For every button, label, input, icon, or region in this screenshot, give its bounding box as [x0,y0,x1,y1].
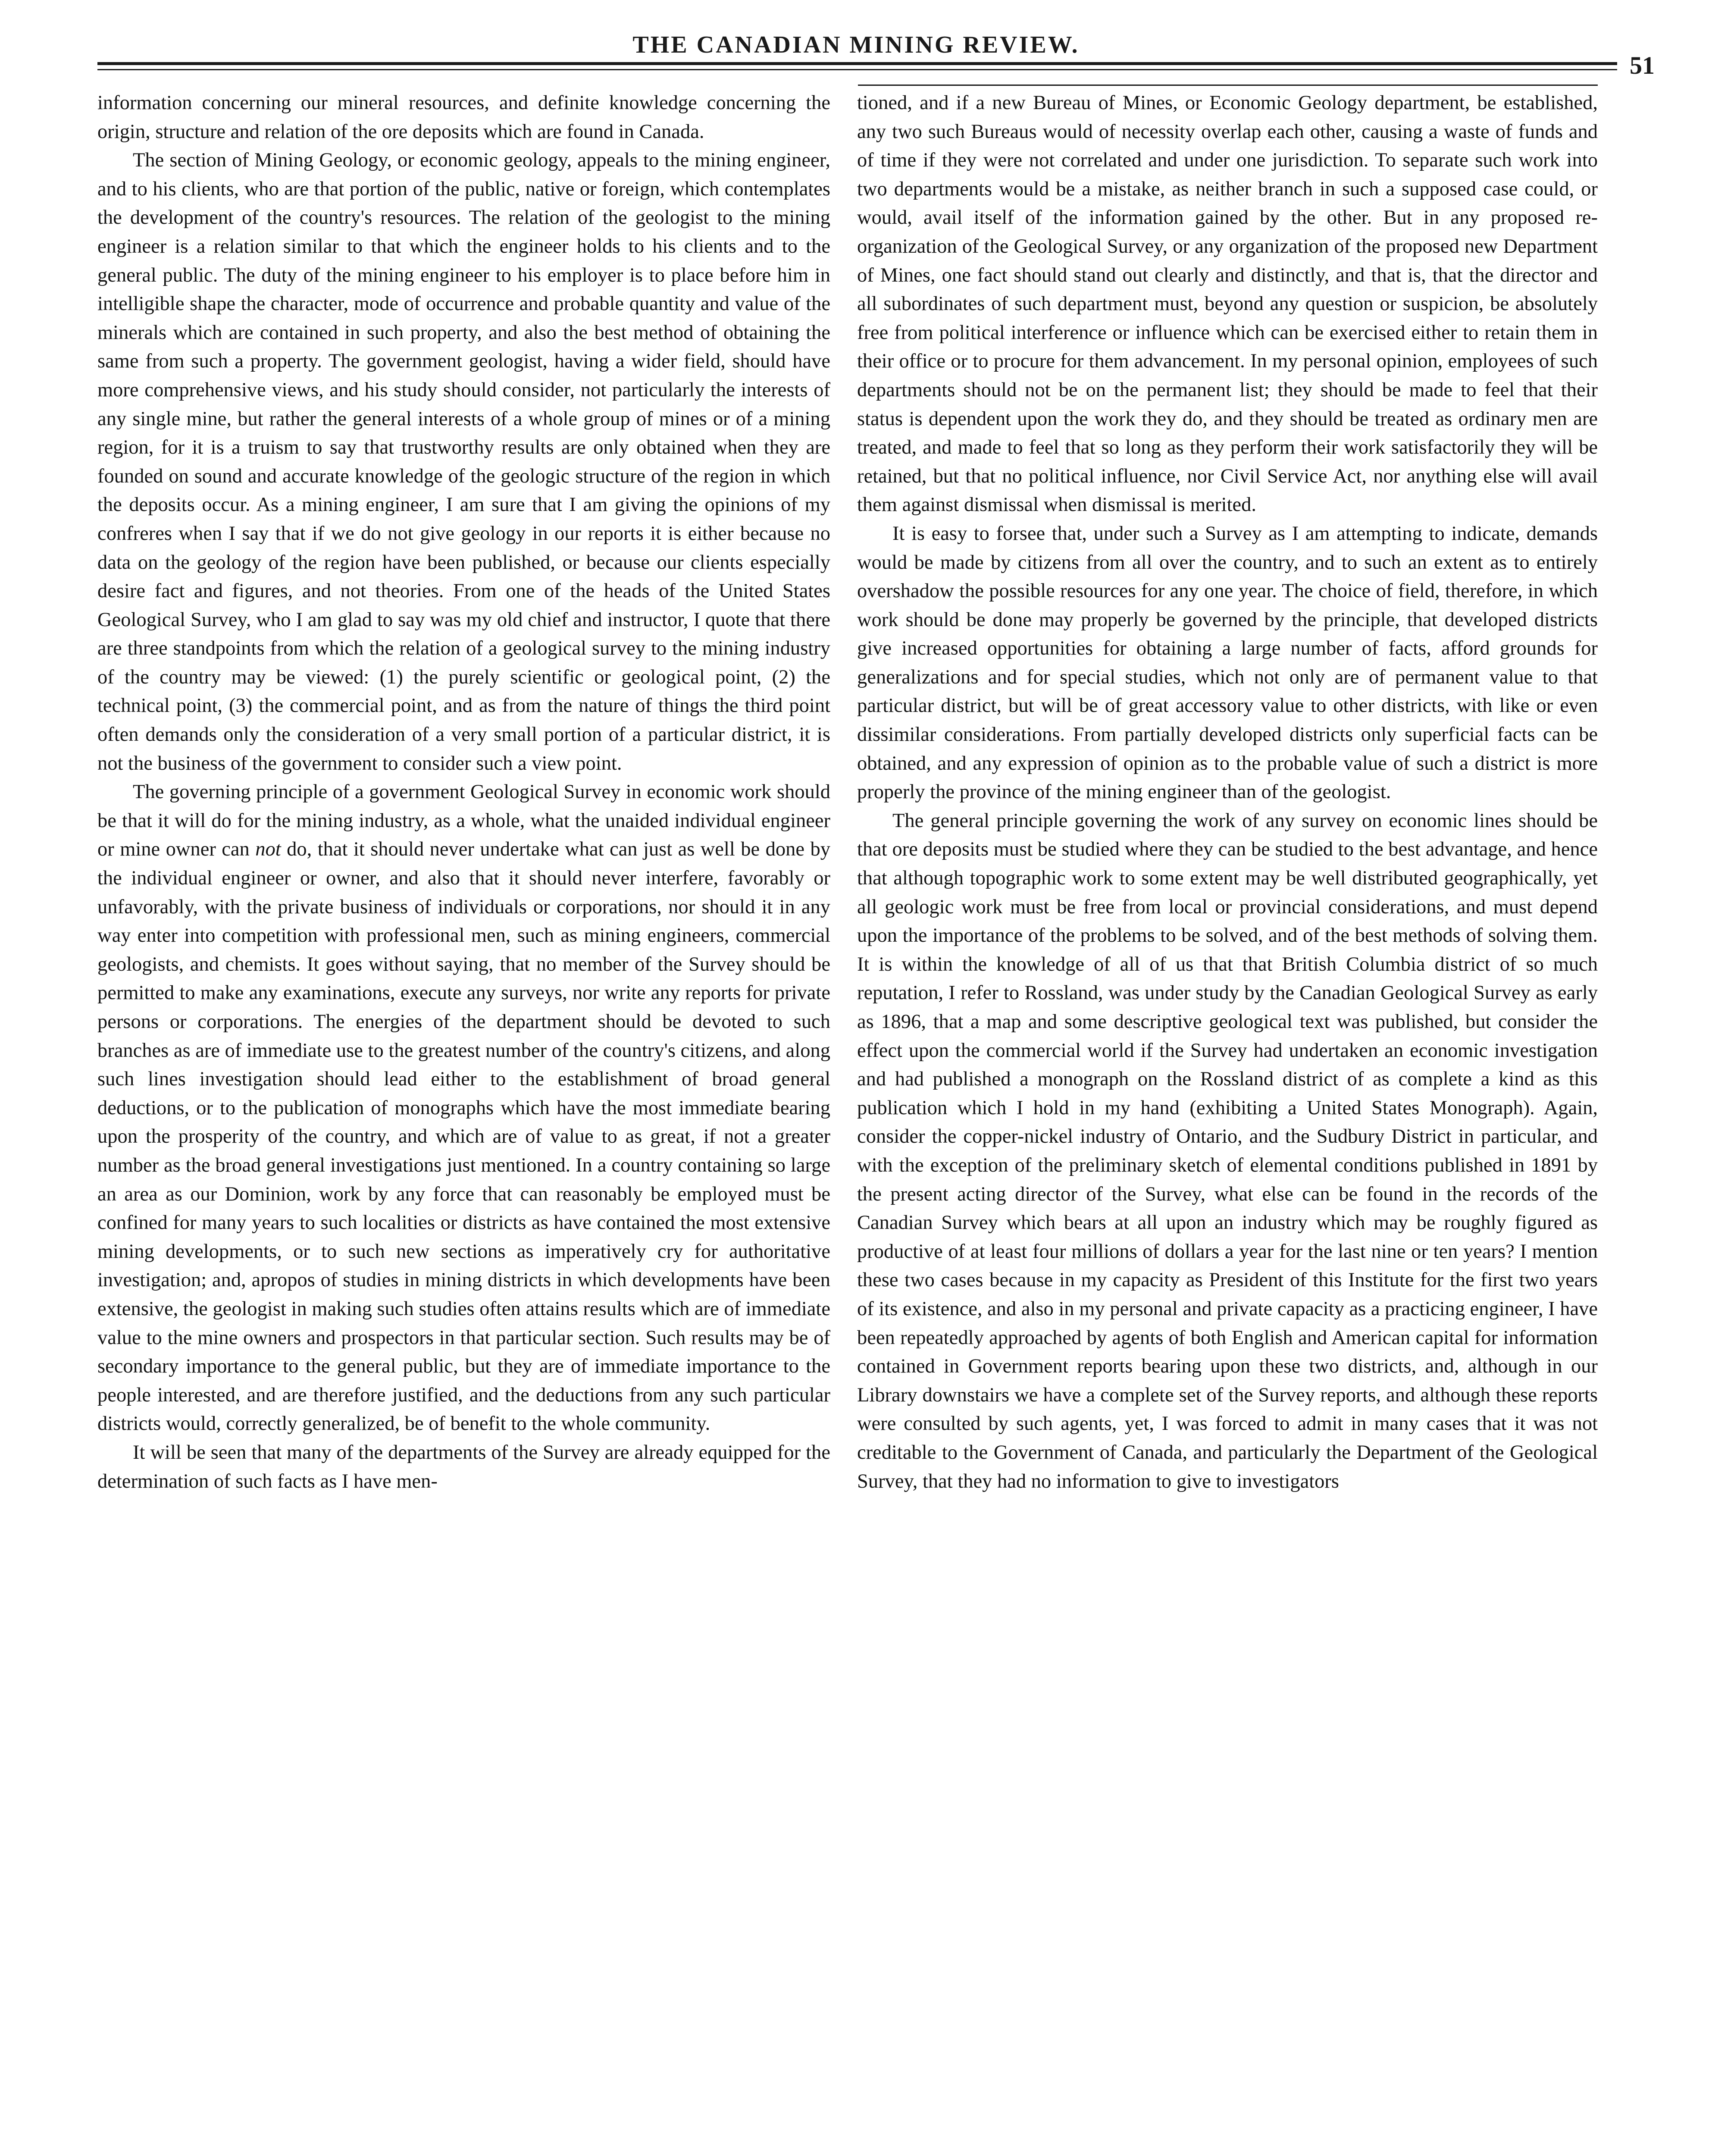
running-title: THE CANADIAN MINING REVIEW. [632,31,1080,58]
text-run: The governing principle of a government Geological Survey in economic work should be that it will do for the mining industry, as a whole, what the unaided individual engineer or mine owner can [97,781,830,861]
page-number: 51 [1630,51,1655,79]
header-rule-thin [97,69,1617,70]
left-column [97,89,830,1496]
text-run: do, that it should never undertake what can just as well be done by the individual engineer or owner, and also that it should never interfere, favorably or unfavorably, with the private business of individuals or corporations, nor should it in any way enter into competition with professional men, such as mining engineers, commercial geologists, and chemists. It goes without saying, that no member of the Survey should be permitted to make any examinations, execute any surveys, nor write any reports for private persons or corporations. The energies of the department should be devoted to such branches as are of immediate use to the greatest number of the country's citizens, and along such lines investigation should lead either to the establishment of broad general deductions, or to the publication of monographs which have the most immediate bearing upon the prosperity of the country, and which are of value to as great, if not a greater number as the broad general investigations just mentioned. In a country containing so large an area as our Dominion, work by any force that can reasonably be employed must be confined for many years to such localities or districts as have contained the most extensive mining developments, or to such new sections as imperatively cry for authoritative investigation; and, apropos of studies in mining districts in which developments have been extensive, the geologist in making such studies often attains results which are of immediate value to the mine owners and prospectors in that particular section. Such results may be of secondary importance to the general public, but they are of immediate importance to the people interested, and are therefore justified, and the deductions from any such particular districts would, correctly generalized, be of benefit to the whole community. [97,838,830,1435]
paragraph: tioned, and if a new Bureau of Mines, or Economic Geology department, be established, any two such Bureaus would of necessity overlap each other, causing a waste of funds and of time if they were not correlated and under one jurisdiction. To separate such work into two departments would be a mistake, as neither branch in such a supposed case could, or would, avail itself of the information gained by the other. But in any proposed re-organization of the Geological Survey, or any organization of the proposed new Department of Mines, one fact should stand out clearly and distinctly, and that is, that the director and all subordinates of such department must, beyond any question or suspicion, be absolutely free from political interference or influence which can be exercised either to retain them in their office or to procure for them advancement. In my personal opinion, employees of such departments should not be on the permanent list; they should be made to feel that their status is dependent upon the work they do, and they should be treated as ordinary men are treated, and made to feel that so long as they perform their work satisfactorily they will be retained, but that no political influence, nor Civil Service Act, nor anything else will avail them against dismissal when dismissal is merited. [857,92,1598,516]
paragraph: It is easy to forsee that, under such a Survey as I am attempting to indicate, demands would be made by citizens from all over the country, and to such an extent as to entirely overshadow the possible resources for any one year. The choice of field, therefore, in which work should be done may properly be governed by the principle, that developed districts give increased opportunities for obtaining a large number of facts, afford grounds for generalizations and for special studies, which not only are of permanent value to that particular district, but will be of great accessory value to other districts, with like or even dissimilar considerations. From partially developed districts only superficial facts can be obtained, and any expression of opinion as to the probable value of such a district is more properly the province of the mining engineer than of the geologist. [857,522,1598,803]
paragraph [97,778,830,1438]
paragraph: The general principle governing the work of any survey on economic lines should be that ore deposits must be studied where they can be studied to the best advantage, and hence that although topographic work to some extent may be well distributed geographically, yet all geologic work must be free from local or provincial considerations, and must depend upon the importance of the problems to be solved, and of the best methods of solving them. It is within the knowledge of all of us that that British Columbia district of so much reputation, I refer to Rossland, was under study by the Canadian Geological Survey as early as 1896, that a map and some descriptive geological text was published, but consider the effect upon the commercial world if the Survey had undertaken an economic investigation and had published a monograph on the Rossland district of as complete a kind as this publication which I hold in my hand (exhibiting a United States Monograph). Again, consider the copper-nickel industry of Ontario, and the Sudbury District in particular, and with the exception of the preliminary sketch of elemental conditions published in 1891 by the present acting director of the Survey, what else can be found in the records of the Canadian Survey which bears at all upon an industry which may be roughly figured as productive of at least four millions of dollars a year for the last nine or ten years? I mention these two cases because in my capacity as President of this Institute for the first two years of its existence, and also in my personal and private capacity as a practicing engineer, I have been repeatedly approached by agents of both English and American capital for information contained in Government reports bearing upon these two districts, and, although in our Library downstairs we have a complete set of the Survey reports, and although these reports were consulted by such agents, yet, I was forced to admit in many cases that it was not creditable to the Government of Canada, and particularly the Department of the Geological Survey, that they had no information to give to investigators [857,809,1598,1492]
right-column [857,89,1598,1496]
paragraph: information concerning our mineral resources, and definite knowledge concerning the origin, structure and relation of the ore deposits which are found in Canada. [97,92,830,143]
paragraph: It will be seen that many of the departments of the Survey are already equipped for the determination of such facts as I have men- [97,1441,830,1492]
italic-text: not [255,838,281,861]
right-column-rule [858,85,1598,86]
header-rule-thick [97,62,1617,65]
paragraph: The section of Mining Geology, or economic geology, appeals to the mining engineer, and to his clients, who are that portion of the public, native or foreign, which contemplates the development of the country's resources. The relation of the geologist to the mining engineer is a relation similar to that which the engineer holds to his clients and to the general public. The duty of the mining engineer to his employer is to place before him in intelligible shape the character, mode of occurrence and probable quantity and value of the minerals which are contained in such property, and also the best method of obtaining the same from such a property. The government geologist, having a wider field, should have more comprehensive views, and his study should consider, not particularly the interests of any single mine, but rather the general interests of a whole group of mines or of a mining region, for it is a truism to say that trustworthy results are only obtained when they are founded on sound and accurate knowledge of the geologic structure of the region in which the deposits occur. As a mining engineer, I am sure that I am giving the opinions of my confreres when I say that if we do not give geology in our reports it is either because no data on the geology of the region have been published, or because our clients especially desire fact and figures, and not theories. From one of the heads of the United States Geological Survey, who I am glad to say was my old chief and instructor, I quote that there are three standpoints from which the relation of a geological survey to the mining industry of the country may be viewed: (1) the purely scientific or geological point, (2) the technical point, (3) the commercial point, and as from the nature of things the third point often demands only the consideration of a very small portion of a particular district, it is not the business of the government to consider such a view point. [97,149,830,774]
